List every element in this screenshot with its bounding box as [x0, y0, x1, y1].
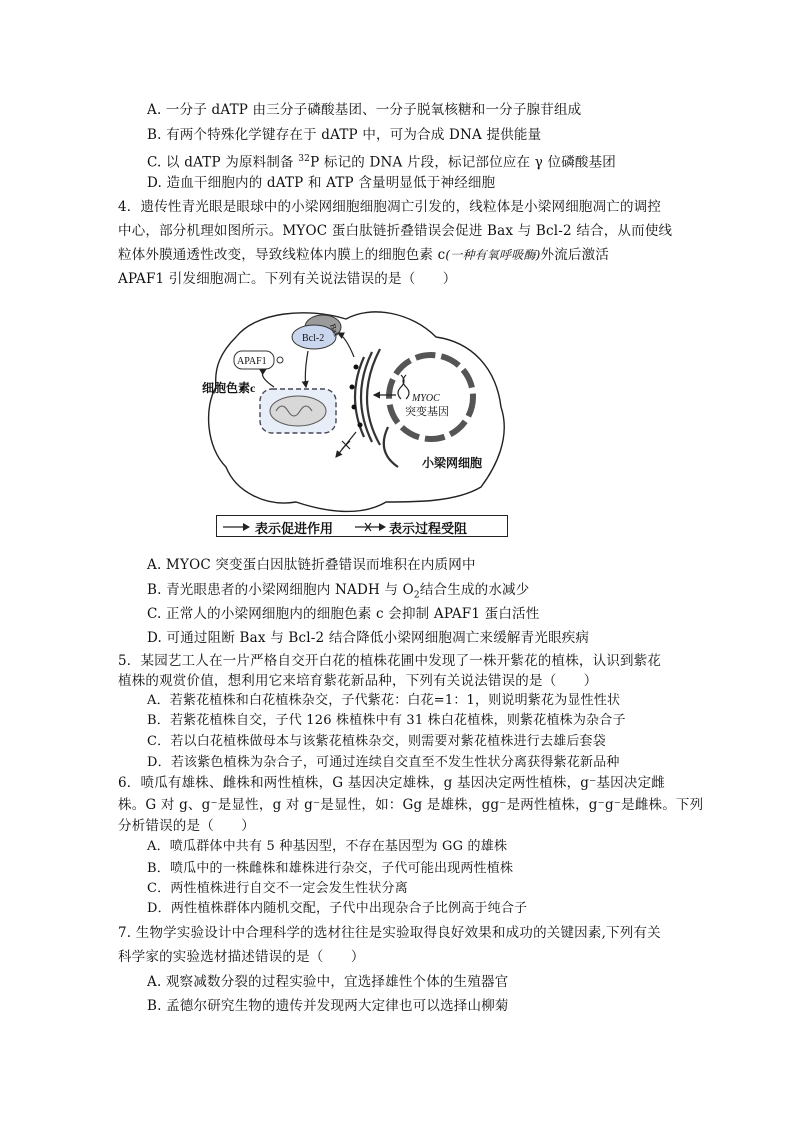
block-mark	[342, 441, 350, 449]
q3-option-c-sup: 32	[298, 154, 311, 164]
legend-promote-label: 表示促进作用	[255, 522, 334, 537]
q5-stem-line-2: 植株的观赏价值，想利用它来培育紫花新品种，下列有关说法错误的是（ ）	[118, 673, 598, 689]
q7-stem-line-1: 7. 生物学实验设计中合理科学的选材往往是实验取得良好效果和成功的关键因素,下列有关	[118, 925, 661, 941]
q7-option-a: A. 观察减数分裂的过程实验中，宜选择雄性个体的生殖器官	[147, 974, 509, 990]
ribosome-dot	[352, 405, 357, 410]
blocked-arrow-icon	[355, 521, 387, 533]
arrow-cytc-to-apaf1	[262, 369, 274, 387]
q3-option-c	[147, 150, 616, 172]
q6-option-a: A．喷瓜群体中共有 5 种基因型，不存在基因型为 GG 的雄株	[147, 839, 508, 854]
mitochondrion-inner	[270, 396, 326, 426]
q4-stem-line-3-post: 外流后激活	[540, 247, 610, 263]
q6-option-d: D．两性植株群体内随机交配，子代中出现杂合子比例高于纯合子	[147, 901, 528, 916]
q4-option-d: D. 可通过阻断 Bax 与 Bcl-2 结合降低小梁网细胞凋亡来缓解青光眼疾病	[147, 630, 590, 646]
q5-option-a: A．若紫花植株和白花植株杂交，子代紫花：白花=1：1，则说明紫花为显性性状	[147, 693, 621, 708]
q3-option-b: B. 有两个特殊化学键存在于 dATP 中，可为合成 DNA 提供能量	[147, 127, 542, 143]
ribosome-dot	[358, 423, 363, 428]
dna-helix-2	[403, 375, 409, 399]
q6-option-b: B．喷瓜中的一株雌株和雄株进行杂交，子代可能出现两性植株	[147, 861, 514, 876]
q4-stem-line-3-pre: 粒体外膜通透性改变，导致线粒体内膜上的细胞色素 c	[118, 247, 446, 263]
q4-option-b-sub: 2	[413, 590, 420, 601]
q4-option-b-post: 结合生成的水减少	[419, 582, 530, 598]
q6-option-c: C．两性植株进行自交不一定会发生性状分离	[147, 881, 408, 896]
cytc-label: 细胞色素c	[202, 381, 256, 395]
q3-option-c-pre: C. 以 dATP 为原料制备	[147, 154, 299, 171]
figure-legend	[216, 515, 508, 537]
q4-option-c: C. 正常人的小梁网细胞内的细胞色素 c 会抑制 APAF1 蛋白活性	[147, 606, 540, 622]
q4-stem-line-3	[118, 246, 609, 264]
promote-arrow-icon	[223, 522, 251, 532]
q7-option-b: B. 孟德尔研究生物的遗传并发现两大定律也可以选择山柳菊	[147, 998, 509, 1014]
bax-label: Bax	[328, 322, 341, 338]
q3-option-c-post: P 标记的 DNA 片段，标记部位应在 γ 位磷酸基团	[310, 154, 617, 171]
mutant-gene-label: 突变基因	[405, 406, 449, 418]
q3-option-a: A. 一分子 dATP 由三分子磷酸基团、一分子脱氧核糖和一分子腺苷组成	[147, 102, 582, 118]
q4-option-a: A. MYOC 突变蛋白因肽链折叠错误而堆积在内质网中	[147, 557, 476, 573]
apaf1-label: APAF1	[237, 356, 267, 367]
q5-stem-line-1: 5．某园艺工人在一片严格自交开白花的植株花圃中发现了一株开紫花的植株，认识到紫花	[118, 653, 662, 669]
apaf1-dot	[277, 357, 283, 363]
legend-block-label: 表示过程受阻	[389, 522, 468, 537]
arrow-er-to-bcl2	[338, 333, 354, 357]
cell-apoptosis-diagram	[196, 297, 526, 542]
q5-option-b: B．若紫花植株自交，子代 126 株植株中有 31 株白花植株，则紫花植株为杂合子	[147, 713, 626, 728]
ribosome-dot	[354, 365, 359, 370]
q4-option-b-pre: B. 青光眼患者的小梁网细胞内 NADH 与 O	[147, 582, 414, 598]
arrow-bcl2-to-mito	[305, 351, 308, 387]
q4-stem-line-2: 中心，部分机理如图所示。MYOC 蛋白肽链折叠错误会促进 Bax 与 Bcl-2 结合，从而使线	[118, 223, 673, 239]
myoc-label: MYOC	[412, 393, 440, 404]
q4-stem-line-4: APAF1 引发细胞凋亡。下列有关说法错误的是（ ）	[118, 271, 457, 287]
q5-option-c: C．若以白花植株做母本与该紫花植株杂交，则需要对紫花植株进行去雄后套袋	[147, 734, 606, 749]
q6-stem-line-3: 分析错误的是（ ）	[118, 818, 255, 834]
q6-stem-line-2: 株。G 对 g、g⁻是显性，g 对 g⁻是显性，如：Gg 是雄株，gg⁻是两性植株，g⁻g⁻是雌株。下列	[118, 797, 704, 813]
q4-stem-note: (一种有氧呼吸酶)	[445, 248, 541, 262]
q4-option-b	[147, 581, 529, 605]
q6-stem-line-1: 6．喷瓜有雄株、雌株和两性植株，G 基因决定雄株，g 基因决定两性植株，g⁻基因决定雌	[118, 775, 665, 791]
bcl2-label: Bcl-2	[302, 333, 325, 344]
q7-stem-line-2: 科学家的实验选材描述错误的是（ ）	[118, 949, 365, 965]
q4-stem-line-1: 4．遗传性青光眼是眼球中的小梁网细胞细胞凋亡引发的，线粒体是小梁网细胞凋亡的调控	[118, 199, 662, 215]
q5-option-d: D．若该紫色植株为杂合子，可通过连续自交直至不发生性状分离获得紫花新品种	[147, 755, 620, 770]
ribosome-dot	[350, 385, 355, 390]
q3-option-d: D. 造血干细胞内的 dATP 和 ATP 含量明显低于神经细胞	[147, 175, 496, 191]
cell-label: 小梁网细胞	[422, 456, 483, 470]
